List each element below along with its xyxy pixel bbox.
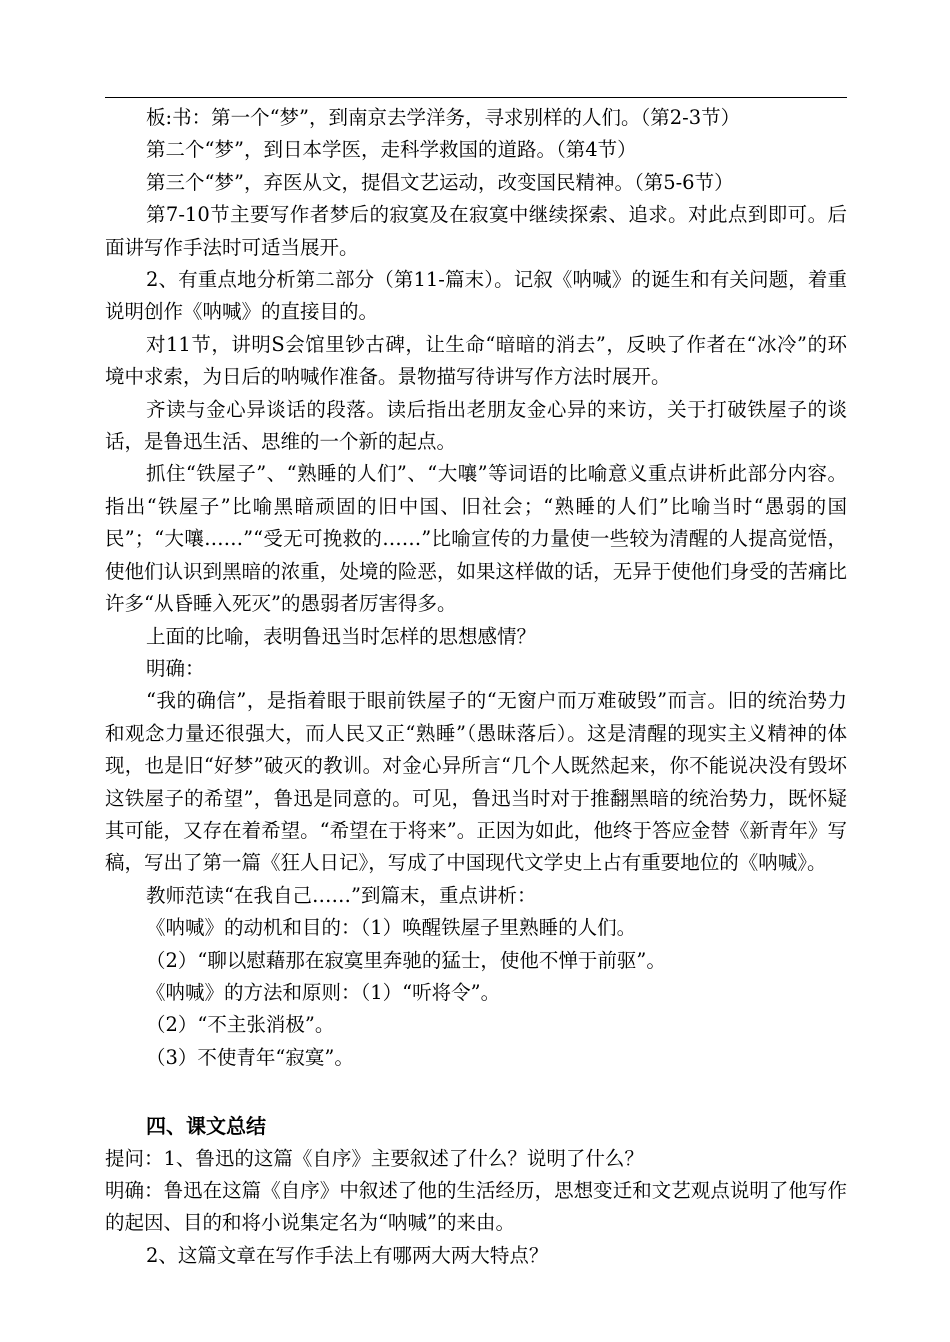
- paragraph-sections-7-10: 第7-10节主要写作者梦后的寂寞及在寂寞中继续探索、追求。对此点到即可。后面讲写作手法时可适当展开。: [105, 203, 847, 259]
- list-item-motive: 《呐喊》的动机和目的：（1）唤醒铁屋子里熟睡的人们。: [146, 916, 637, 940]
- section-heading: 四、课文总结: [146, 1114, 266, 1139]
- answer-label: 明确：: [146, 656, 205, 680]
- board-note-second-dream: 第二个“梦”，到日本学医，走科学救国的道路。（第4节）: [146, 138, 637, 162]
- list-item-motive-2: （2）“聊以慰藉那在寂寞里奔驰的猛士，使他不惮于前驱”。: [146, 948, 666, 972]
- board-note-third-dream: 第三个“梦”，弃医从文，提倡文艺运动，改变国民精神。（第5-6节）: [146, 170, 734, 194]
- list-item-method-2: （2）“不主张消极”。: [146, 1013, 335, 1037]
- board-note-first-dream: 板:书：第一个“梦”，到南京去学洋务，寻求别样的人们。（第2-3节）: [146, 106, 741, 129]
- paragraph-reading-dialogue: 齐读与金心异谈话的段落。读后指出老朋友金心异的来访，关于打破铁屋子的谈话，是鲁迅生活、思维的一个新的起点。: [105, 397, 847, 454]
- summary-question-1: 提问：1、鲁迅的这篇《自序》主要叙述了什么？说明了什么？: [105, 1146, 644, 1170]
- paragraph-section-11: 对11节，讲明S会馆里钞古碑，让生命“暗暗的消去”，反映了作者在“冰冷”的环境中求索，为日后的呐喊作准备。景物描写待讲写作方法时展开。: [105, 332, 847, 389]
- summary-question-2: 2、这篇文章在写作手法上有哪两大两大特点？: [146, 1243, 549, 1267]
- header-rule: [105, 97, 847, 98]
- list-item-method: 《呐喊》的方法和原则：（1）“听将令”。: [146, 980, 501, 1004]
- document-body: [105, 102, 847, 1272]
- summary-answer-1: 明确：鲁迅在这篇《自序》中叙述了他的生活经历，思想变迁和文艺观点说明了他写作的起因、目的和将小说集定名为“呐喊”的来由。: [105, 1179, 847, 1235]
- paragraph-conviction: “我的确信”，是指着眼于眼前铁屋子的“无窗户而万难破毁”而言。旧的统治势力和观念力量还很强大，而人民又正“熟睡”（愚昧落后）。这是清醒的现实主义精神的体现，也是旧“好梦”破灭的教训。对金心异所言“几个人既然起来，你不能说决没有毁坏这铁屋子的希望”，鲁迅是同意的。可见，鲁迅当时对于推翻黑暗的统治势力，既怀疑其可能，又存在着希望。“希望在于将来”。正因为如此，他终于答应金替《新青年》写稿，写出了第一篇《狂人日记》，写成了中国现代文学史上占有重要地位的《呐喊》。: [105, 689, 847, 875]
- section-spacer: [105, 1074, 847, 1110]
- paragraph-teacher-reading: 教师范读“在我自己……”到篇末，重点讲析：: [146, 883, 537, 907]
- question-line: 上面的比喻，表明鲁迅当时怎样的思想感情？: [146, 624, 537, 648]
- paragraph-part-two-analysis: 2、有重点地分析第二部分（第11-篇末）。记叙《呐喊》的诞生和有关问题，着重说明创作《呐喊》的直接目的。: [105, 268, 847, 324]
- list-item-method-3: （3）不使青年“寂寞”。: [146, 1045, 354, 1069]
- paragraph-metaphor-analysis: 抓住“铁屋子”、“熟睡的人们”、“大嚷”等词语的比喻意义重点讲析此部分内容。指出“铁屋子”比喻黑暗顽固的旧中国、旧社会；“熟睡的人们”比喻当时“愚弱的国民”；“大嚷……”“受无可挽救的……”比喻宣传的力量使一些较为清醒的人提高觉悟，使他们认识到黑暗的浓重，处境的险恶，如果这样做的话，无异于使他们身受的苦痛比许多“从昏睡入死灭”的愚弱者厉害得多。: [105, 462, 847, 616]
